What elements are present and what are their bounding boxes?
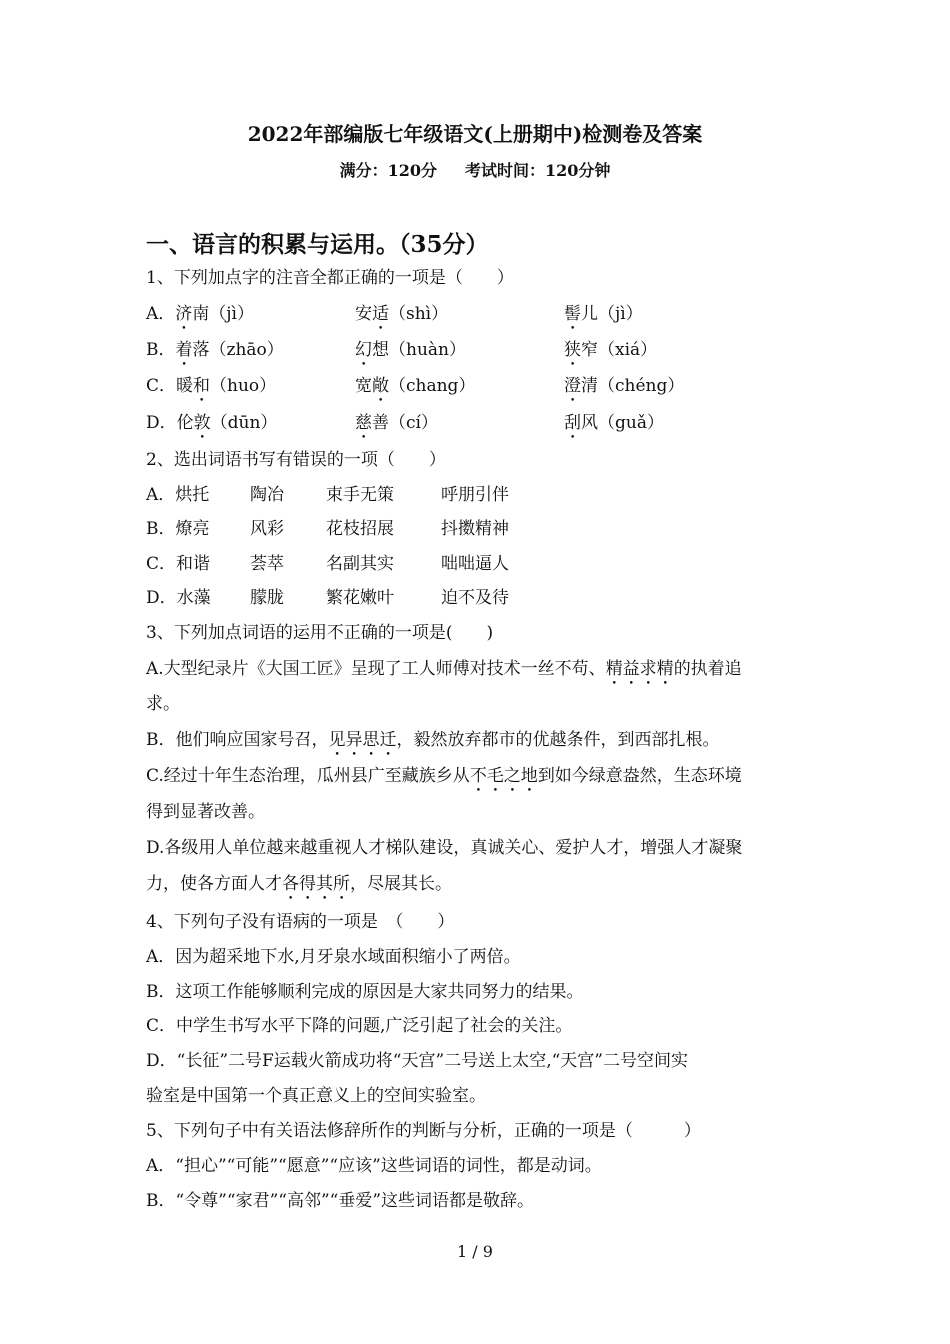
dotted-char: 慈 bbox=[355, 413, 372, 433]
q5-option-b: B．“令尊”“家君”“高邻”“垂爱”这些词语都是敬辞。 bbox=[146, 1191, 535, 1211]
dotted-phrase: 不毛之地 bbox=[469, 766, 538, 786]
q3-option-d-line1: D.各级用人单位越来越重视人才梯队建设，真诚关心、爱护人才，增强人才凝聚 bbox=[146, 838, 743, 858]
q3-option-a-line1: A.大型纪录片《大国工匠》呈现了工人师傅对技术一丝不苟、精益求精的执着追 bbox=[146, 659, 742, 679]
dotted-char: 和 bbox=[193, 376, 211, 396]
exam-info bbox=[0, 158, 950, 181]
question-4-stem: 4、下列句子没有语病的一项是 （ ） bbox=[146, 912, 455, 932]
q3-option-b: B．他们响应国家号召，见异思迁，毅然放弃都市的优越条件，到西部扎根。 bbox=[146, 730, 720, 750]
q4-option-c: C．中学生书写水平下降的问题,广泛引起了社会的关注。 bbox=[146, 1016, 573, 1036]
question-5-stem: 5、下列句子中有关语法修辞所作的判断与分析，正确的一项是（ ） bbox=[146, 1121, 701, 1141]
section-heading: 一、语言的积累与运用。（35分） bbox=[146, 231, 489, 258]
question-2-stem: 2、选出词语书写有错误的一项（ ） bbox=[146, 450, 446, 470]
dotted-char: 刮 bbox=[564, 413, 581, 433]
dotted-char: 幻 bbox=[355, 340, 372, 360]
q3-option-c-line2: 得到显著改善。 bbox=[146, 802, 265, 822]
dotted-char: 着 bbox=[175, 340, 193, 360]
page-number: 1 / 9 bbox=[457, 1242, 493, 1261]
q3-option-a-line2: 求。 bbox=[146, 694, 180, 714]
dotted-char: 澄 bbox=[564, 376, 581, 396]
dotted-char: 敞 bbox=[372, 376, 389, 396]
full-score: 满分：120分 bbox=[339, 161, 437, 180]
q4-option-d-line2: 验室是中国第一个真正意义上的空间实验室。 bbox=[146, 1086, 486, 1106]
q4-option-a: A．因为超采地下水,月牙泉水域面积缩小了两倍。 bbox=[146, 947, 521, 967]
q3-option-c-line1: C.经过十年生态治理，瓜州县广至藏族乡从不毛之地到如今绿意盎然，生态环境 bbox=[146, 766, 742, 786]
dotted-phrase: 见异思迁 bbox=[328, 730, 397, 750]
q4-option-d-line1: D．“长征”二号F运载火箭成功将“天宫”二号送上太空,“天宫”二号空间实 bbox=[146, 1051, 688, 1071]
dotted-char: 敦 bbox=[193, 413, 211, 433]
q4-option-b: B．这项工作能够顺利完成的原因是大家共同努力的结果。 bbox=[146, 982, 584, 1002]
dotted-phrase: 精益求精 bbox=[605, 659, 674, 679]
exam-time: 考试时间：120分钟 bbox=[465, 161, 611, 180]
question-1-stem: 1、下列加点字的注音全都正确的一项是（ ） bbox=[146, 268, 514, 288]
dotted-char: 狭 bbox=[564, 340, 581, 360]
dotted-char: 髻 bbox=[564, 304, 581, 324]
exam-page: 2022年部编版七年级语文(上册期中)检测卷及答案 满分：120分 考试时间：120分钟 一、语言的积累与运用。（35分） 1、下列加点字的注音全都正确的一项是（ ） A．济南（jì） 安适（shì） 髻儿（jì） B．着落（zhāo） 幻想（huàn） 狭窄（xiá） C．暖和（huo） 宽敞（chang） 澄清（chéng） D．伦敦（dūn） 慈善（cí） 刮风（guǎ） 2、选出词语书写有错误的一项（ ） A．烘托 陶冶 束手无策 呼朋引伴 B．燎亮 风彩 花枝招展 抖擞精神 C．和谐 荟萃 名副其实 咄咄逼人 D．水藻 朦胧 繁花嫩叶 迫不及待 3、下列加点词语的运用不正确的一项是( ) A.大型纪录片《大国工匠》呈现了工人师傅对技术一丝不苟、精益求精的执着追 求。 B．他们响应国家号召，见异思迁，毅然放弃都市的优越条件，到西部扎根。 C.经过十年生态治理，瓜州县广至藏族乡从不毛之地到如今绿意盎然，生态环境 得到显著改善。 D.各级用人单位越来越重视人才梯队建设，真诚关心、爱护人才，增强人才凝聚 力，使各方面人才各得其所，尽展其长。 4、下列句子没有语病的一项是 （ ） A．因为超采地下水,月牙泉水域面积缩小了两倍。 B．这项工作能够顺利完成的原因是大家共同努力的结果。 C．中学生书写水平下降的问题,广泛引起了社会的关注。 D．“长征”二号F运载火箭成功将“天宫”二号送上太空,“天宫”二号空间实 验室是中国第一个真正意义上的空间实验室。 5、下列句子中有关语法修辞所作的判断与分析，正确的一项是（ ） A．“担心”“可能”“愿意”“应该”这些词语的词性，都是动词。 B．“令尊”“家君”“高邻”“垂爱”这些词语都是敬辞。 1 / 9 bbox=[0, 0, 950, 1344]
q5-option-a: A．“担心”“可能”“愿意”“应该”这些词语的词性，都是动词。 bbox=[146, 1156, 602, 1176]
dotted-phrase: 各得其所 bbox=[282, 874, 350, 894]
dotted-char: 适 bbox=[372, 304, 389, 324]
page-title: 2022年部编版七年级语文(上册期中)检测卷及答案 bbox=[247, 122, 703, 146]
q3-option-d-line2: 力，使各方面人才各得其所，尽展其长。 bbox=[146, 874, 452, 894]
question-3-stem: 3、下列加点词语的运用不正确的一项是( ) bbox=[146, 623, 494, 643]
